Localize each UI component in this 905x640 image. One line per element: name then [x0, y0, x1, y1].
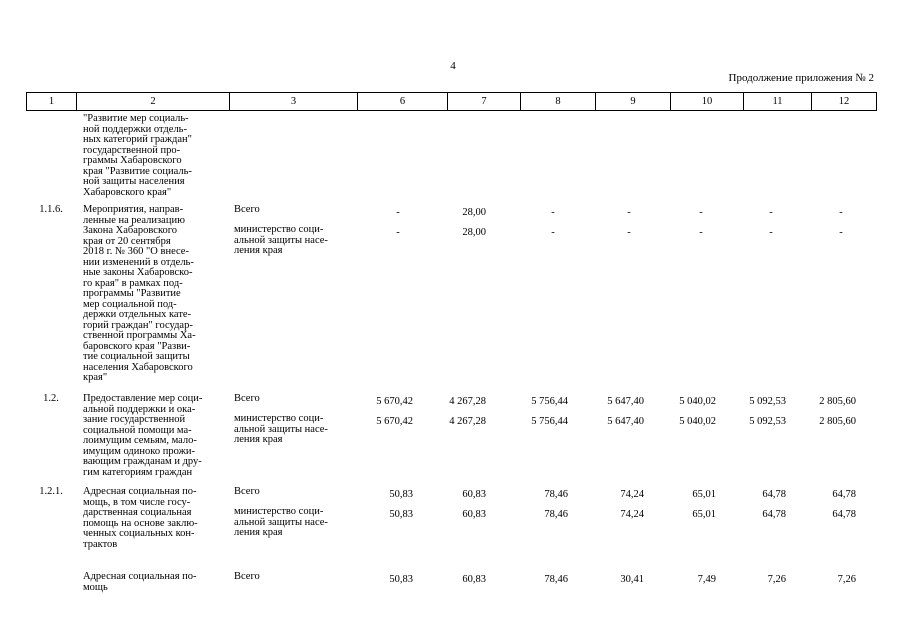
source-ministry: министерство соци- альной защиты насе- ления края — [234, 506, 328, 538]
measure-name — [83, 394, 202, 478]
measure-name-line: края "Развитие социаль- — [83, 165, 192, 177]
value-cell: 64,78 — [762, 489, 786, 500]
header-col-6: 6 — [358, 93, 448, 111]
value-cell: - — [396, 227, 400, 238]
header-col-2: 2 — [77, 93, 230, 111]
measure-name-line: ной защиты населения — [83, 176, 185, 187]
header-col-9: 9 — [596, 93, 671, 111]
value-cell: 5 670,42 — [376, 396, 413, 407]
value-cell: 7,26 — [767, 574, 786, 585]
value-cell: 7,49 — [697, 574, 716, 585]
measure-name-line: Адресная социальная по- — [83, 486, 197, 497]
measure-name-line: го края" в рамках под- — [83, 277, 183, 289]
value-cell: 60,83 — [462, 489, 486, 500]
measure-name-line: ленные на реализацию — [83, 214, 185, 226]
measure-name-line: альной поддержки и ока- — [83, 403, 196, 415]
measure-name-line: мощь, в том числе госу- — [83, 496, 191, 508]
value-cell: 60,83 — [462, 509, 486, 520]
value-cell: 2 805,60 — [819, 396, 856, 407]
measure-name-line: тие социальной защиты — [83, 351, 190, 362]
measure-name-line: мер социальной под- — [83, 298, 177, 310]
value-cell: 5 756,44 — [531, 396, 568, 407]
measure-name-line: лоимущим семьям, мало- — [83, 435, 197, 446]
measure-name-line: ные законы Хабаровско- — [83, 267, 193, 278]
value-cell: 50,83 — [389, 509, 413, 520]
page-number: 4 — [450, 60, 456, 72]
value-cell: 5 647,40 — [607, 396, 644, 407]
value-cell: 5 040,02 — [679, 396, 716, 407]
measure-name-line: нии изменений в отдель- — [83, 256, 194, 268]
value-cell: - — [699, 227, 703, 238]
value-cell: 74,24 — [620, 509, 644, 520]
source-total: Всего — [234, 393, 260, 404]
measure-name-line: трактов — [83, 538, 118, 550]
value-cell: 28,00 — [462, 227, 486, 238]
measure-name-line: дарственная социальная — [83, 507, 192, 518]
measure-name — [83, 205, 196, 384]
value-cell: 78,46 — [544, 489, 568, 500]
value-cell: - — [627, 227, 631, 238]
value-cell: 7,26 — [837, 574, 856, 585]
measure-name-line: вающим гражданам и дру- — [83, 456, 202, 467]
value-cell: 5 756,44 — [531, 416, 568, 427]
value-cell: 5 092,53 — [749, 416, 786, 427]
measure-name-line: Мероприятия, направ- — [83, 204, 184, 215]
header-col-1: 1 — [27, 93, 77, 111]
row-number: 1.2.1. — [39, 486, 63, 497]
row-number: 1.1.6. — [39, 204, 63, 215]
value-cell: 2 805,60 — [819, 416, 856, 427]
measure-name-line: держки отдельных кате- — [83, 309, 192, 320]
measure-name-line: программы "Развитие — [83, 288, 181, 299]
measure-name-line: гим категориям граждан — [83, 466, 193, 478]
measure-name-line: Закона Хабаровского — [83, 225, 178, 236]
measure-name-line: Предоставление мер соци- — [83, 393, 203, 404]
value-cell: - — [839, 227, 843, 238]
value-cell: - — [769, 227, 773, 238]
value-cell: 4 267,28 — [449, 416, 486, 427]
value-cell: 74,24 — [620, 489, 644, 500]
measure-name-line: края" — [83, 372, 108, 383]
value-cell: - — [699, 207, 703, 218]
header-col-7: 7 — [448, 93, 521, 111]
value-cell: 5 670,42 — [376, 416, 413, 427]
value-cell: - — [839, 207, 843, 218]
source-total: Всего — [234, 571, 260, 582]
value-cell: 30,41 — [620, 574, 644, 585]
measure-name-line: 2018 г. № 360 "О внесе- — [83, 246, 189, 257]
measure-name — [83, 572, 197, 593]
measure-name-line: населения Хабаровского — [83, 361, 193, 373]
column-header-table — [26, 92, 877, 111]
value-cell: - — [551, 207, 555, 218]
continuation-note: Продолжение приложения № 2 — [728, 72, 874, 84]
value-cell: 65,01 — [692, 489, 716, 500]
value-cell: 5 040,02 — [679, 416, 716, 427]
measure-name-line: "Развитие мер социаль- — [83, 113, 189, 124]
header-col-11: 11 — [744, 93, 812, 111]
source-ministry: министерство соци- альной защиты насе- ления края — [234, 413, 328, 445]
value-cell: 60,83 — [462, 574, 486, 585]
value-cell: 78,46 — [544, 574, 568, 585]
measure-name-line: ственной программы Ха- — [83, 330, 196, 341]
value-cell: - — [396, 207, 400, 218]
measure-name-line: Адресная социальная по- — [83, 571, 197, 582]
measure-name — [83, 114, 192, 198]
value-cell: 4 267,28 — [449, 396, 486, 407]
value-cell: 5 647,40 — [607, 416, 644, 427]
value-cell: 78,46 — [544, 509, 568, 520]
measure-name-line: зание государственной — [83, 414, 186, 425]
header-col-10: 10 — [671, 93, 744, 111]
header-col-8: 8 — [521, 93, 596, 111]
value-cell: 50,83 — [389, 489, 413, 500]
value-cell: - — [627, 207, 631, 218]
value-cell: 64,78 — [832, 509, 856, 520]
header-col-12: 12 — [812, 93, 877, 111]
value-cell: 64,78 — [762, 509, 786, 520]
value-cell: - — [551, 227, 555, 238]
measure-name-line: горий граждан" государ- — [83, 319, 193, 331]
value-cell: 64,78 — [832, 489, 856, 500]
measure-name-line: края от 20 сентября — [83, 235, 171, 247]
row-number: 1.2. — [43, 393, 59, 404]
source-ministry: министерство соци- альной защиты насе- ления края — [234, 224, 328, 256]
measure-name-line: мощь — [83, 581, 108, 593]
measure-name — [83, 487, 198, 550]
measure-name-line: ных категорий граждан" — [83, 134, 192, 145]
measure-name-line: имущим одиноко прожи- — [83, 445, 195, 457]
measure-name-line: ченных социальных кон- — [83, 528, 195, 539]
measure-name-line: государственной про- — [83, 144, 181, 156]
measure-name-line: помощь на основе заклю- — [83, 517, 198, 529]
value-cell: - — [769, 207, 773, 218]
value-cell: 65,01 — [692, 509, 716, 520]
source-total: Всего — [234, 486, 260, 497]
source-total: Всего — [234, 204, 260, 215]
measure-name-line: социальной помощи ма- — [83, 424, 192, 436]
measure-name-line: Хабаровского края" — [83, 186, 172, 198]
value-cell: 5 092,53 — [749, 396, 786, 407]
header-col-3: 3 — [230, 93, 358, 111]
value-cell: 28,00 — [462, 207, 486, 218]
value-cell: 50,83 — [389, 574, 413, 585]
measure-name-line: баровского края "Разви- — [83, 340, 191, 352]
measure-name-line: граммы Хабаровского — [83, 155, 182, 166]
measure-name-line: ной поддержки отдель- — [83, 123, 187, 135]
